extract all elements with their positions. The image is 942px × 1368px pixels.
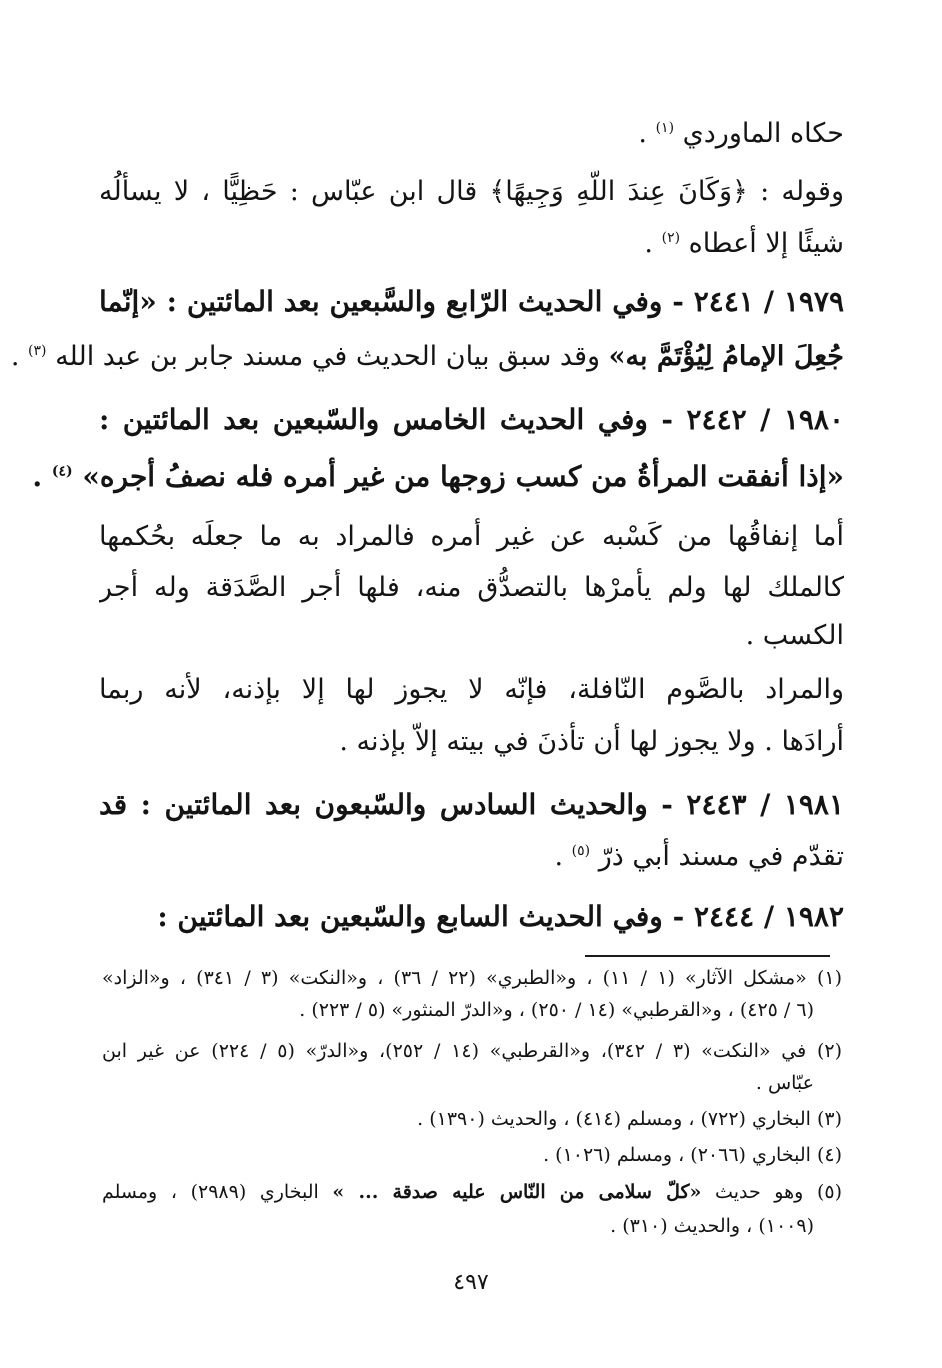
hadith-quote: جُعِلَ الإمامُ لِيُؤْتَمَّ به» [608, 341, 844, 372]
hadith-heading-1979: ١٩٧٩ / ٢٤٤١ - وفي الحديث الرّابع والسَّبعين بعد المائتين : «إنّما [99, 285, 844, 318]
body-line-1 [638, 112, 844, 156]
paragraph-1-line-3: الكسب . [745, 620, 844, 651]
footnote-1-line-1: (١) «مشكل الآثار» (١ / ١١) ، و«الطبري» (٢٢ / ٣٦) ، و«النكت» (٣ / ٣٤١) ، و«الزاد» [102, 967, 842, 989]
body-text: شيئًا إلا أعطاه [688, 228, 844, 259]
page-number: ٤٩٧ [453, 1270, 489, 1295]
footnote-2-line-2: عبّاس . [755, 1072, 814, 1094]
paragraph-2-line-1: والمراد بالصَّوم النّافلة، فإنّه لا يجوز لها إلا بإذنه، لأنه ربما [99, 674, 844, 705]
body-text: تقدّم في مسند أبي ذرّ [598, 841, 844, 872]
paragraph-2-line-2: أرادَها . ولا يجوز لها أن تأذنَ في بيته إلاّ بإذنه . [339, 726, 844, 757]
body-text: وقد سبق بيان الحديث في مسند جابر بن عبد الله [55, 341, 601, 372]
paragraph-1-line-2: كالملك لها ولم يأمرْها بالتصدُّق منه، فلها أجر الصَّدَقة وله أجر [99, 572, 844, 603]
footnote-ref: (٤) [51, 463, 73, 480]
hadith-heading-1980: ١٩٨٠ / ٢٤٤٢ - وفي الحديث الخامس والسّبعين بعد المائتين : [99, 403, 844, 436]
footnote-5-line-1 [102, 1176, 842, 1208]
footnote-4: (٤) البخاري (٢٠٦٦) ، ومسلم (١٠٢٦) . [543, 1144, 842, 1166]
hadith-quote: «كلّ سلامى من النّاس عليه صدقة ... » [332, 1181, 702, 1203]
footnote-3: (٣) البخاري (٧٢٢) ، ومسلم (٤١٤) ، والحديث (١٣٩٠) . [417, 1108, 842, 1130]
period: . [554, 841, 564, 872]
footnote-ref: (٥) [571, 843, 591, 859]
paragraph-1-line-1: أما إنفاقُها من كَسْبه عن غير أمره فالمراد به ما جعلَه بحُكمها [99, 521, 844, 552]
footnote-ref: (١) [655, 120, 675, 136]
footnote-ref: (٣) [28, 343, 47, 359]
footnote-1-line-2: (٦ / ٤٢٥) ، و«القرطبي» (١٤ / ٢٥٠) ، و«الدرّ المنثور» (٥ / ٢٢٣) . [299, 999, 814, 1021]
period: . [10, 341, 20, 372]
footnote-text: (٥) وهو حديث [715, 1181, 842, 1203]
hadith-quote: «إذا أنفقت المرأةُ من كسب زوجها من غير أمره فله نصفُ أجره» [82, 460, 844, 493]
body-line-3 [644, 222, 844, 266]
body-line-5 [554, 835, 844, 879]
period: . [638, 118, 647, 149]
period: . [32, 460, 43, 493]
period: . [644, 228, 653, 259]
body-text: حكاه الماوردي [682, 118, 844, 149]
footnote-5-line-2: (١٠٠٩) ، والحديث (٣١٠) . [610, 1215, 814, 1237]
hadith-heading-1982: ١٩٨٢ / ٢٤٤٤ - وفي الحديث السابع والسّبعين بعد المائتين : [157, 900, 844, 933]
hadith-quote-line [32, 455, 844, 499]
footnote-divider [585, 955, 830, 957]
body-line-4 [11, 335, 844, 379]
body-line-2: وقوله : ﴿وَكَانَ عِندَ اللَّهِ وَجِيهًا﴾ قال ابن عبّاس : حَظِيًّا ، لا يسألُه [99, 176, 844, 207]
hadith-heading-1981: ١٩٨١ / ٢٤٤٣ - والحديث السادس والسّبعون بعد المائتين : قد [99, 788, 844, 821]
footnote-ref: (٢) [661, 230, 681, 246]
footnote-2-line-1: (٢) في «النكت» (٣ / ٣٤٢)، و«القرطبي» (١٤ / ٢٥٢)، و«الدرّ» (٥ / ٢٢٤) عن غير ابن [102, 1040, 842, 1062]
footnote-text: البخاري (٢٩٨٩) ، ومسلم [102, 1181, 319, 1203]
